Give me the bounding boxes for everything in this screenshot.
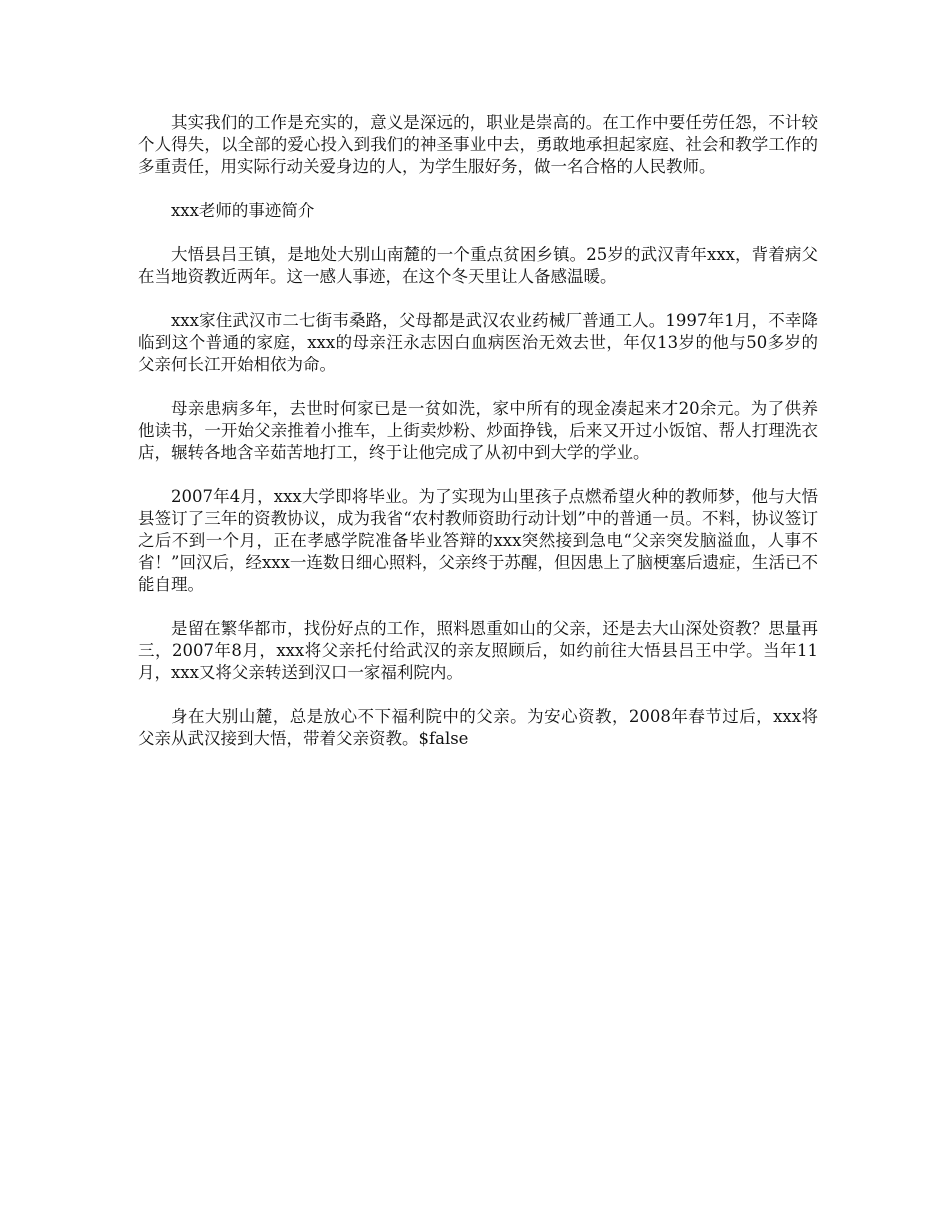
- paragraph-intro: 大悟县吕王镇，是地处大别山南麓的一个重点贫困乡镇。25岁的武汉青年xxx，背着病父在当地资教近两年。这一感人事迹，在这个冬天里让人备感温暖。: [138, 245, 818, 286]
- paragraph-graduation: 2007年4月，xxx大学即将毕业。为了实现为山里孩子点燃希望火种的教师梦，他与大悟县签订了三年的资教协议，成为我省“农村教师资助行动计划”中的普通一员。不料，协议签订之后不到一个月，正在孝感学院准备毕业答辩的xxx突然接到急电“父亲突发脑溢血，人事不省！”回汉后，经xxx一连数日细心照料，父亲终于苏醒，但因患上了脑梗塞后遗症，生活已不能自理。: [138, 487, 818, 594]
- paragraph-family: xxx家住武汉市二七街韦桑路，父母都是武汉农业药械厂普通工人。1997年1月，不幸降临到这个普通的家庭，xxx的母亲汪永志因白血病医治无效去世，年仅13岁的他与50多岁的父亲何长江开始相依为命。: [138, 311, 818, 374]
- section-heading: xxx老师的事迹简介: [171, 201, 315, 220]
- paragraph-dedication: 其实我们的工作是充实的，意义是深远的，职业是崇高的。在工作中要任劳任怨，不计较个人得失，以全部的爱心投入到我们的神圣事业中去，勇敢地承担起家庭、社会和教学工作的多重责任，用实际行动关爱身边的人，为学生服好务，做一名合格的人民教师。: [138, 113, 818, 176]
- paragraph-closing: 身在大别山麓，总是放心不下福利院中的父亲。为安心资教，2008年春节过后，xxx将父亲从武汉接到大悟，带着父亲资教。$false: [138, 707, 818, 748]
- document-body: [138, 112, 818, 750]
- paragraph-hardship: 母亲患病多年，去世时何家已是一贫如洗，家中所有的现金凑起来才20余元。为了供养他读书，一开始父亲推着小推车，上街卖炒粉、炒面挣钱，后来又开过小饭馆、帮人打理洗衣店，辗转各地含辛茹苦地打工，终于让他完成了从初中到大学的学业。: [138, 399, 818, 462]
- paragraph-decision: 是留在繁华都市，找份好点的工作，照料恩重如山的父亲，还是去大山深处资教？思量再三，2007年8月，xxx将父亲托付给武汉的亲友照顾后，如约前往大悟县吕王中学。当年11月，xxx又将父亲转送到汉口一家福利院内。: [138, 619, 818, 682]
